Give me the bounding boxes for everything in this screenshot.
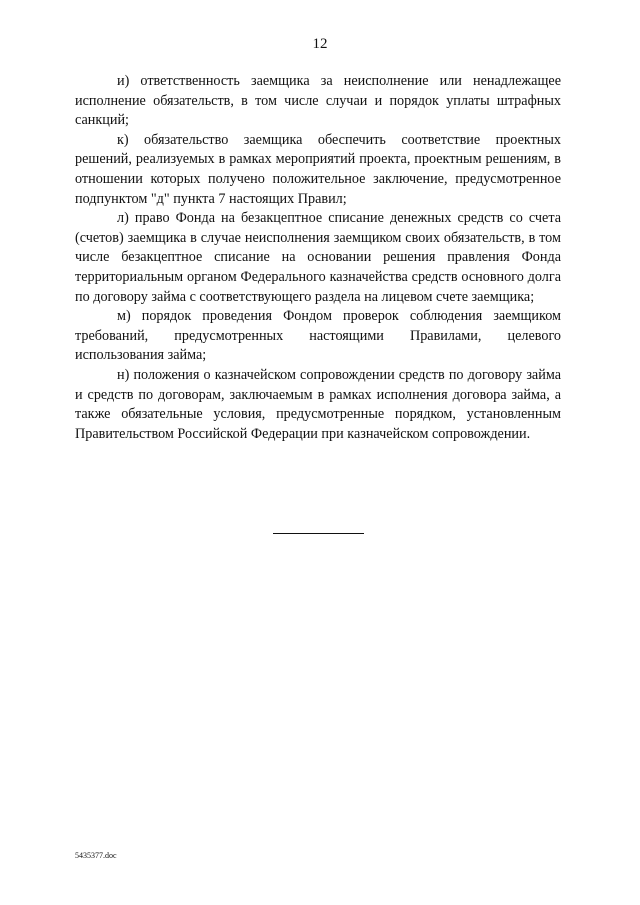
page-number: 12 — [312, 36, 328, 52]
paragraph-n: н) положения о казначейском сопровождении средств по договору займа и средств по договорам, заключаемым в рамках исполнения договора займа, а также обязательные условия, предусмотренные порядком, установленным Правительством Российской Федерации при казначейском сопровождении. — [75, 366, 561, 442]
paragraph-l: л) право Фонда на безакцептное списание денежных средств со счета (счетов) заемщика в случае неисполнения заемщиком своих обязательств, в том числе безакцептное списание на основании решения правления Фонда территориальным органом Федерального казначейства средств основного долга по договору займа с соответствующего раздела на лицевом счете заемщика; — [75, 210, 561, 305]
separator-line — [273, 533, 364, 534]
paragraph-k: к) обязательство заемщика обеспечить соответствие проектных решений, реализуемых в рамках мероприятий проекта, проектным решениям, в отношении которых получено положительное заключение, предусмотренное подпунктом "д" пункта 7 настоящих Правил; — [75, 131, 561, 207]
paragraph-i: и) ответственность заемщика за неисполнение или ненадлежащее исполнение обязательств, в том числе случаи и порядок уплаты штрафных санкций; — [75, 73, 561, 129]
paragraph-m: м) порядок проведения Фондом проверок соблюдения заемщиком требований, предусмотренных настоящими Правилами, целевого использования займа; — [75, 308, 561, 364]
document-body — [75, 72, 561, 444]
file-label: 5435377.doc — [75, 851, 117, 860]
